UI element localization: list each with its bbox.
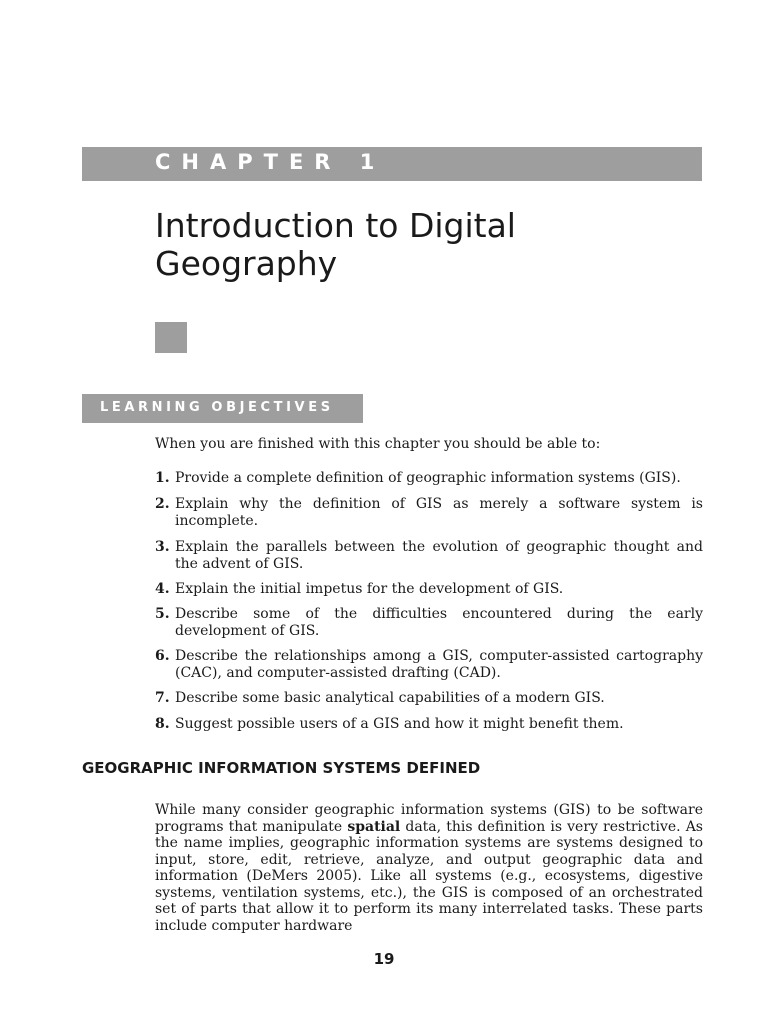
objective-item: [155, 716, 703, 733]
objective-item: [155, 470, 703, 487]
objective-text: Explain the initial impetus for the development of GIS.: [175, 581, 564, 597]
objective-item: [155, 648, 703, 682]
objective-number: 6.: [155, 648, 170, 664]
decorative-square: [155, 322, 187, 353]
objective-number: 1.: [155, 470, 170, 486]
objective-item: [155, 539, 703, 573]
paragraph-text: data, this definition is very restrictive. As the name implies, geographic information systems are systems designed to input, store, edit, retrieve, analyze, and output geographic data and information (DeMers 2005). Like all systems (e.g., ecosystems, digestive systems, ventilation systems, etc.), the GIS is composed of an orchestrated set of parts that allow it to perform its many interrelated tasks. These parts include computer hardware: [155, 818, 703, 934]
objective-text: Suggest possible users of a GIS and how it might benefit them.: [175, 716, 624, 732]
objective-number: 7.: [155, 690, 170, 706]
objective-number: 8.: [155, 716, 170, 732]
objectives-heading: LEARNING OBJECTIVES: [100, 400, 334, 415]
objective-text: Describe some of the difficulties encountered during the early development of GIS.: [175, 606, 703, 639]
section-heading: GEOGRAPHIC INFORMATION SYSTEMS DEFINED: [82, 759, 481, 777]
objectives-intro: When you are finished with this chapter you should be able to:: [155, 436, 601, 452]
body-paragraph: [155, 802, 703, 934]
objective-number: 3.: [155, 539, 170, 555]
objective-number: 2.: [155, 496, 170, 512]
objective-item: [155, 606, 703, 640]
objective-item: [155, 496, 703, 530]
objective-text: Explain why the definition of GIS as merely a software system is incomplete.: [175, 496, 703, 529]
page-number: 19: [373, 950, 395, 968]
objective-text: Provide a complete definition of geographic information systems (GIS).: [175, 470, 681, 486]
objective-number: 5.: [155, 606, 170, 622]
objective-item: [155, 581, 703, 598]
objective-text: Describe the relationships among a GIS, computer-assisted cartography (CAC), and computer-assisted drafting (CAD).: [175, 648, 703, 681]
objective-item: [155, 690, 703, 707]
paragraph-bold-term: spatial: [347, 818, 401, 835]
objective-text: Describe some basic analytical capabilities of a modern GIS.: [175, 690, 605, 706]
paragraph-text: While many consider geographic information systems (GIS) to be software programs that manipulate: [155, 802, 703, 835]
objective-text: Explain the parallels between the evolution of geographic thought and the advent of GIS.: [175, 539, 703, 572]
objective-number: 4.: [155, 581, 170, 597]
chapter-label: CHAPTER 1: [155, 150, 386, 174]
objectives-list: [155, 470, 703, 733]
chapter-title: Introduction to Digital Geography: [155, 206, 516, 283]
